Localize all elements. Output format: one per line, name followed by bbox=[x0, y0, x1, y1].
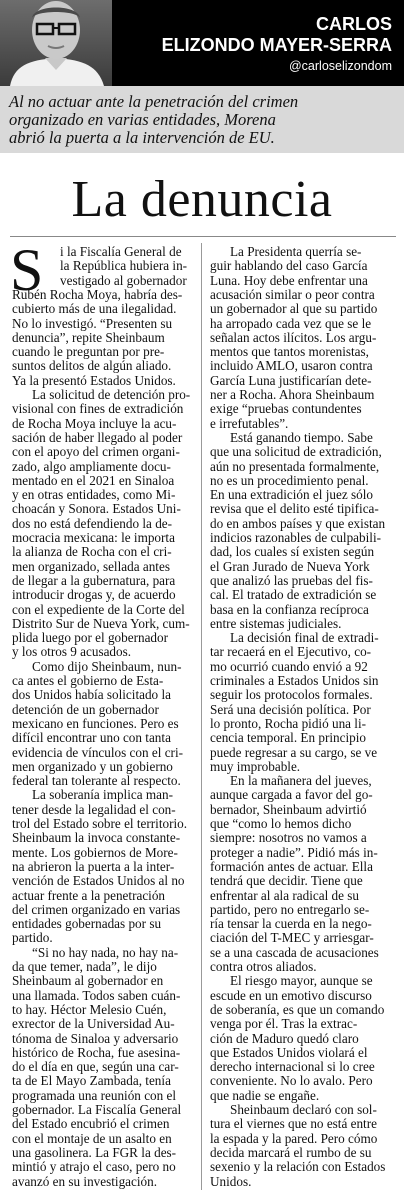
article-text-line: sexenio y la relación con Estados bbox=[210, 1159, 386, 1175]
article-text-line: indicios razonables de culpabili- bbox=[210, 530, 382, 545]
article-title: La denuncia bbox=[71, 171, 333, 228]
article-text-line: revisa que el delito esté tipifica- bbox=[210, 501, 379, 517]
article-text-line: decida marcará el rumbo de su bbox=[210, 1144, 372, 1160]
article-text-line: ría tensar la cuerda en la nego- bbox=[210, 916, 372, 932]
article-text-line: sación de haber llegado al poder bbox=[12, 429, 183, 445]
article-text-line: El riesgo mayor, aunque se bbox=[230, 973, 373, 989]
article-text-line: gobernador. La Fiscalía General bbox=[12, 1102, 182, 1117]
article-text-line: mente. Los gobiernos de More- bbox=[12, 844, 178, 860]
article-text-line: ta de El Mayo Zambada, tenía bbox=[12, 1073, 171, 1089]
article-text-line: cal. El tratado de extradición se bbox=[210, 587, 377, 603]
article-text-line: exrector de la Universidad Au- bbox=[12, 1016, 175, 1032]
article-text-line: partido. bbox=[12, 930, 53, 946]
article-text-line: na abrieron la puerta a la inter- bbox=[12, 858, 175, 874]
article-text-line: con el expediente de la Corte del bbox=[12, 601, 185, 617]
article-text-line: que Estados Unidos violará el bbox=[210, 1044, 368, 1060]
article-text-line: Sheinbaum declaró con sol- bbox=[230, 1102, 377, 1117]
article-text-line: un gobernador al que su partido bbox=[210, 301, 378, 317]
dek-line: Al no actuar ante la penetración del crimen bbox=[9, 92, 299, 111]
article-text-line: acusación similar o peor contra bbox=[210, 286, 375, 302]
article-text-line: cubierto más de una ilegalidad. bbox=[12, 301, 177, 317]
article-text-line: men organizado y un gobierno bbox=[12, 758, 173, 774]
article-text-line: mintió y atrajo el caso, pero no bbox=[12, 1159, 176, 1175]
article-text-line: mocracia mexicana: le importa bbox=[12, 530, 175, 545]
article-text-line: tener desde la legalidad el con- bbox=[12, 801, 176, 817]
article-text-line: derecho internacional si lo cree bbox=[210, 1059, 375, 1075]
article-text-line: trol del Estado sobre el territorio. bbox=[12, 816, 188, 831]
article-text-line: del Estado encubrió el crimen bbox=[12, 1116, 170, 1132]
drop-cap: S bbox=[10, 237, 44, 303]
author-first-name: CARLOS bbox=[316, 14, 392, 34]
article-text-line: entidades gobernadas por su bbox=[12, 916, 162, 932]
article-text-line: do el día en que, según una car- bbox=[12, 1059, 179, 1075]
article-text-line: Ya la presentó Estados Unidos. bbox=[12, 372, 176, 388]
article-text-line: Será una decisión política. Por bbox=[210, 701, 371, 717]
article-text-line: cencia temporal. En principio bbox=[210, 730, 366, 746]
author-last-name: ELIZONDO MAYER-SERRA bbox=[161, 35, 392, 55]
article-text-line: dos no está defendiendo la de- bbox=[12, 515, 173, 531]
article-text-line: men organizado, sellada antes bbox=[12, 558, 170, 574]
article-text-line: mo ocurrió cuando envió a 92 bbox=[210, 658, 368, 674]
article-text-line: zado, algo ampliamente docu- bbox=[12, 458, 171, 474]
article-text-line: Sheinbaum al gobernador en bbox=[12, 973, 164, 989]
article-text-line: que una solicitud de extradición, bbox=[210, 444, 382, 460]
title-rule bbox=[10, 236, 396, 237]
article-text-line: ciación del T-MEC y arriesgar- bbox=[210, 930, 374, 946]
article-text-line: dad, los cuales sí existen según bbox=[210, 544, 375, 560]
article-text-line: histórico de Rocha, fue asesina- bbox=[12, 1044, 181, 1060]
column-header bbox=[0, 0, 404, 86]
article-text-line: que nadie se engañe. bbox=[210, 1087, 320, 1103]
article-text-line: Sheinbaum la invoca constante- bbox=[12, 830, 181, 846]
article-text-line: seguir los protocolos formales. bbox=[210, 687, 373, 703]
author-handle: @carloselizondom bbox=[288, 59, 392, 73]
article-text-line: aún no presentada formalmente, bbox=[210, 458, 380, 474]
article-text-line: el Gran Jurado de Nueva York bbox=[210, 558, 370, 574]
article-text-line: difícil encontrar uno con tanta bbox=[12, 730, 171, 746]
article-text-line: aunque cargada a favor del go- bbox=[210, 787, 373, 803]
article-text-line: introducir drogas y, de acuerdo bbox=[12, 587, 176, 603]
article-text-line: puede regresar a su cargo, se ve bbox=[210, 744, 378, 760]
article-text-line: mentado en el 2021 en Sinaloa bbox=[12, 472, 175, 488]
article-text-line: do en ambos países y que existan bbox=[210, 515, 386, 531]
dek-line: organizado en varias entidades, Morena bbox=[9, 110, 276, 129]
article-text-line: muy improbable. bbox=[210, 758, 301, 774]
article-text-line: mentos que tantos morenistas, bbox=[210, 344, 369, 360]
article-text-line: e irrefutables”. bbox=[210, 415, 289, 431]
article-text-line: siempre: nosotros no vamos a bbox=[210, 830, 367, 846]
article-text-line: y en otras entidades, como Mi- bbox=[12, 487, 176, 503]
column-divider bbox=[201, 243, 202, 1190]
dek-line: abrió la puerta a la intervención de EU. bbox=[9, 128, 275, 147]
article-text-line: una gasolinera. La FGR la des- bbox=[12, 1144, 177, 1160]
article-text-line: basa en la confianza recíproca bbox=[210, 601, 369, 617]
article-text-line: lo pronto, Rocha pidió una li- bbox=[210, 715, 367, 731]
article-text-line: cuando le preguntan por pre- bbox=[12, 344, 165, 360]
article-text-line: plida luego por el gobernador bbox=[12, 630, 169, 646]
article-text-line: tura el viernes que no está entre bbox=[210, 1116, 377, 1132]
article-text-line: da que temer, nada”, le dijo bbox=[12, 959, 157, 974]
article-text-line: ha arropado cada vez que se le bbox=[210, 315, 372, 331]
article-text-line: con el apoyo del crimen organi- bbox=[12, 444, 180, 460]
article-text-line: Está ganando tiempo. Sabe bbox=[230, 429, 373, 445]
article-text-line: tónoma de Sinaloa y adversario bbox=[12, 1030, 179, 1046]
article-text-line: En una extradición el juez sólo bbox=[210, 487, 373, 503]
article-text-line: guir hablando del caso García bbox=[210, 258, 368, 274]
article-text-line: ción de Maduro quedó claro bbox=[210, 1030, 359, 1046]
article-text-line: Distrito Sur de Nueva York, cum- bbox=[12, 615, 190, 631]
article-text-line: avanzó en su investigación. bbox=[12, 1173, 158, 1189]
article-text-line: mexicano en funciones. Pero es bbox=[12, 715, 179, 731]
article-text-line: vención de Estados Unidos al no bbox=[12, 873, 185, 889]
article-text-line: Luna. Hoy debe enfrentar una bbox=[210, 272, 368, 288]
article-text-line: La decisión final de extradi- bbox=[230, 630, 379, 646]
article-text-line: escude en un emotivo discurso bbox=[210, 987, 372, 1003]
article-text-line: exige “pruebas contundentes bbox=[210, 401, 362, 417]
article-text-line: Rubén Rocha Moya, habría des- bbox=[12, 286, 183, 302]
article-text-line: entre sistemas judiciales. bbox=[210, 615, 342, 631]
author-photo bbox=[0, 0, 112, 86]
article-text-line: Unidos. bbox=[210, 1173, 252, 1189]
article-text-line: detención de un gobernador bbox=[12, 701, 159, 717]
article-text-line: señalan actos ilícitos. Los argu- bbox=[210, 329, 377, 345]
article-text-line: se a una cascada de acusaciones bbox=[210, 944, 379, 960]
article-text-line: contra otros aliados. bbox=[210, 959, 317, 974]
article-text-line: venga por él. Tras la extrac- bbox=[210, 1016, 358, 1032]
article-text-line: dos Unidos había solicitado la bbox=[12, 687, 171, 703]
article-text-line: formación antes de actuar. Ella bbox=[210, 858, 373, 874]
article-text-line: En la mañanera del jueves, bbox=[230, 773, 372, 789]
article-text-line: incluido AMLO, usaron contra bbox=[210, 358, 373, 374]
article-text-line: tar recaerá en el Ejecutivo, co- bbox=[210, 644, 372, 660]
article-text-line: de llegar a la gubernatura, para bbox=[12, 572, 176, 588]
article-text-line: la alianza de Rocha con el cri- bbox=[12, 544, 172, 560]
article-text-line: con el montaje de un asalto en bbox=[12, 1130, 172, 1146]
article-text-line: de Rocha Moya incluye la acu- bbox=[12, 415, 177, 431]
article-text-line: de soberanía, es que un comando bbox=[210, 1001, 385, 1017]
article-text-line: conveniente. No lo avalo. Pero bbox=[210, 1073, 373, 1089]
article-text-line: Como dijo Sheinbaum, nun- bbox=[32, 658, 182, 674]
article-text-line: la República hubiera in- bbox=[60, 258, 188, 274]
article-text-line: denuncia”, repite Sheinbaum bbox=[12, 329, 165, 345]
article-text-line: del crimen organizado en varias bbox=[12, 901, 181, 917]
article-text-line: enfrentar al ala radical de su bbox=[210, 887, 360, 903]
article-text-line: que analizó las pruebas del fis- bbox=[210, 572, 373, 588]
article-text-line: to hay. Héctor Melesio Cuén, bbox=[12, 1001, 167, 1017]
article-text-line: García Luna justificarían dete- bbox=[210, 372, 372, 388]
article-text-line: No lo investigó. “Presenten su bbox=[12, 315, 173, 331]
article-text-line: visional con fines de extradición bbox=[12, 401, 184, 417]
article-text-line: que “como lo hemos dicho bbox=[210, 816, 352, 831]
article-text-line: la espada y la pared. Pero cómo bbox=[210, 1130, 378, 1146]
article-text-line: suntos delitos de algún aliado. bbox=[12, 358, 172, 374]
article-text-line: ca antes el gobierno de Esta- bbox=[12, 673, 164, 688]
article-text-line: vestigado al gobernador bbox=[60, 272, 187, 288]
article-text-line: no es un procedimiento penal. bbox=[210, 472, 369, 488]
article-text-line: evidencia de vínculos con el cri- bbox=[12, 744, 183, 760]
article-text-line: federal tan tolerante al respecto. bbox=[12, 773, 181, 789]
article-text-line: partido, pero no entregarlo se- bbox=[210, 901, 370, 917]
article-text-line: choacán y Sonora. Estados Uni- bbox=[12, 501, 181, 517]
article-text-line: actuar frente a la penetración bbox=[12, 887, 166, 903]
article-text-line: ner a Rocha. Ahora Sheinbaum bbox=[210, 387, 375, 402]
article-text-line: bernador, Sheinbaum advirtió bbox=[210, 801, 367, 817]
article-text-line: y los otros 9 acusados. bbox=[12, 644, 132, 660]
article-text-line: una llamada. Todos saben cuán- bbox=[12, 987, 181, 1003]
article-text-line: tendrá que decidir. Tiene que bbox=[210, 873, 363, 889]
article-text-line: programada una reunión con el bbox=[12, 1087, 177, 1103]
article-text-line: “Si no hay nada, no hay na- bbox=[32, 944, 179, 960]
article-text-line: criminales a Estados Unidos sin bbox=[210, 673, 379, 688]
article-text-line: La Presidenta querría se- bbox=[230, 244, 362, 259]
article-text-line: proteger a nadie”. Pidió más in- bbox=[210, 844, 378, 860]
article-text-line: La solicitud de detención pro- bbox=[32, 387, 191, 402]
article-text-line: i la Fiscalía General de bbox=[60, 244, 182, 259]
article-text-line: La soberanía implica man- bbox=[32, 787, 173, 803]
